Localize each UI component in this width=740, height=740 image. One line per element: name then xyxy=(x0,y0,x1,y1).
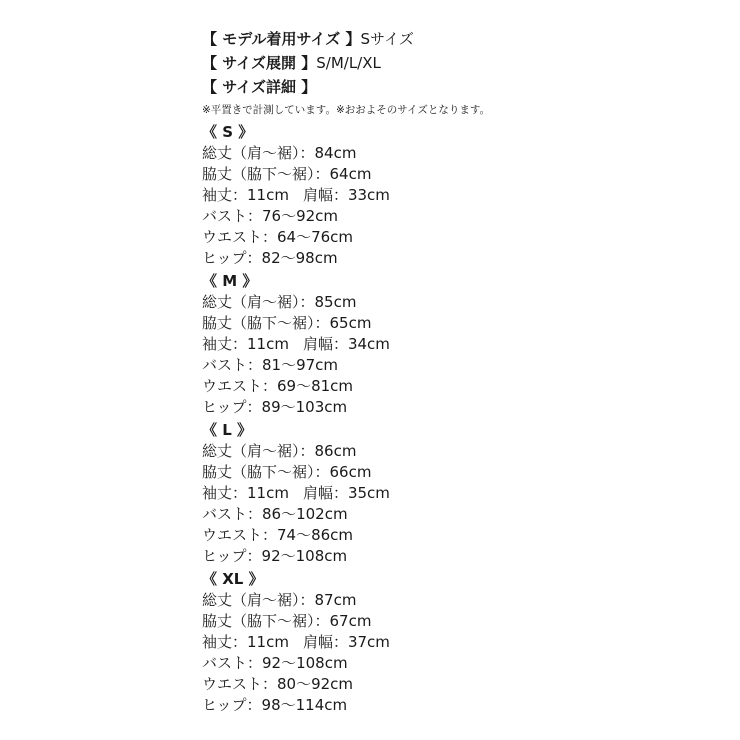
sleeve-l: 袖丈：11cm xyxy=(202,484,289,502)
model-size-label: 【 モデル着用サイズ 】 xyxy=(202,30,361,48)
total-length-l: 総丈（肩〜裾）：86cm xyxy=(202,442,357,460)
size-block-m xyxy=(202,271,722,418)
shoulder-s: 肩幅：33cm xyxy=(302,186,390,204)
sleeve-shoulder-s xyxy=(202,185,722,206)
side-length-l: 脇丈（脇下〜裾）：66cm xyxy=(202,463,372,481)
shoulder-xl: 肩幅：37cm xyxy=(302,633,390,651)
size-title-xl: 《 XL 》 xyxy=(202,570,264,588)
sleeve-m: 袖丈：11cm xyxy=(202,335,289,353)
size-block-l xyxy=(202,420,722,567)
side-length-xl: 脇丈（脇下〜裾）：67cm xyxy=(202,612,372,630)
waist-s: ウエスト：64〜76cm xyxy=(202,228,354,246)
size-block-s xyxy=(202,122,722,269)
side-length-m: 脇丈（脇下〜裾）：65cm xyxy=(202,314,372,332)
bust-m: バスト：81〜97cm xyxy=(202,356,339,374)
shoulder-m: 肩幅：34cm xyxy=(302,335,390,353)
size-sheet xyxy=(202,27,722,716)
model-size-row xyxy=(202,27,722,51)
sleeve-xl: 袖丈：11cm xyxy=(202,633,289,651)
size-title-s: 《 S 》 xyxy=(202,123,254,141)
hip-s: ヒップ：82〜98cm xyxy=(202,249,338,267)
size-range-row xyxy=(202,51,722,75)
hip-xl: ヒップ：98〜114cm xyxy=(202,696,348,714)
shoulder-l: 肩幅：35cm xyxy=(302,484,390,502)
bust-xl: バスト：92〜108cm xyxy=(202,654,348,672)
hip-m: ヒップ：89〜103cm xyxy=(202,398,348,416)
size-detail-row xyxy=(202,75,722,99)
sleeve-s: 袖丈：11cm xyxy=(202,186,289,204)
size-block-xl xyxy=(202,569,722,716)
model-size-value: Sサイズ xyxy=(360,30,414,48)
waist-m: ウエスト：69〜81cm xyxy=(202,377,354,395)
measurement-note: ※平置きで計測しています。※おおよそのサイズとなります。 xyxy=(202,104,491,116)
size-detail-label: 【 サイズ詳細 】 xyxy=(202,78,317,96)
sleeve-shoulder-m xyxy=(202,334,722,355)
waist-l: ウエスト：74〜86cm xyxy=(202,526,354,544)
sleeve-shoulder-l xyxy=(202,483,722,504)
hip-l: ヒップ：92〜108cm xyxy=(202,547,348,565)
waist-xl: ウエスト：80〜92cm xyxy=(202,675,354,693)
side-length-s: 脇丈（脇下〜裾）：64cm xyxy=(202,165,372,183)
size-range-label: 【 サイズ展開 】 xyxy=(202,54,317,72)
sleeve-shoulder-xl xyxy=(202,632,722,653)
total-length-xl: 総丈（肩〜裾）：87cm xyxy=(202,591,357,609)
size-title-m: 《 M 》 xyxy=(202,272,258,290)
total-length-m: 総丈（肩〜裾）：85cm xyxy=(202,293,357,311)
bust-s: バスト：76〜92cm xyxy=(202,207,339,225)
size-range-value: S/M/L/XL xyxy=(316,54,381,72)
total-length-s: 総丈（肩〜裾）：84cm xyxy=(202,144,357,162)
size-title-l: 《 L 》 xyxy=(202,421,253,439)
bust-l: バスト：86〜102cm xyxy=(202,505,348,523)
